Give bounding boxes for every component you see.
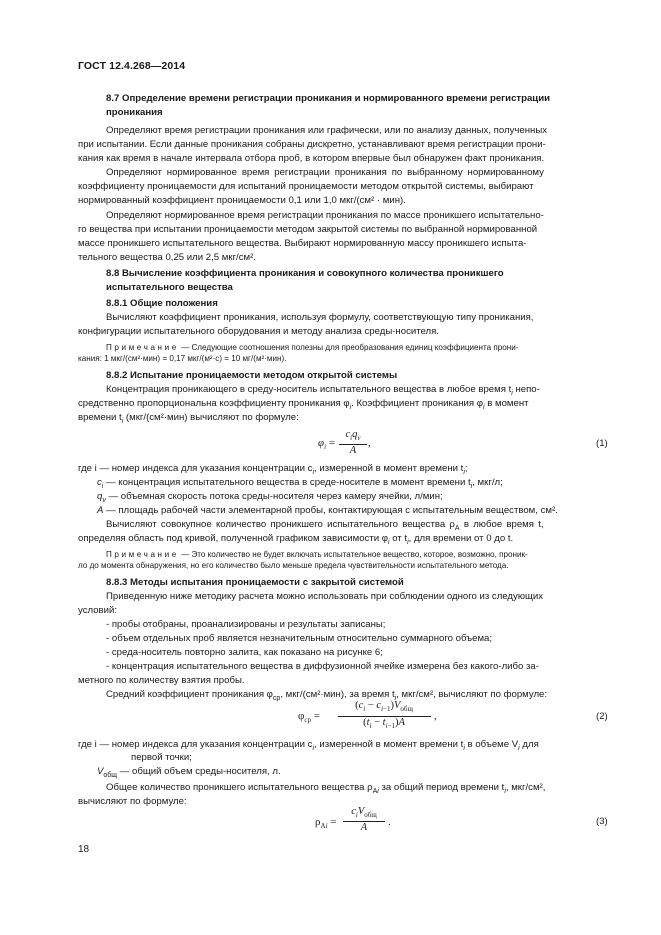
paragraph-line: вычисляют по формуле: (78, 796, 187, 807)
equation-3-denominator: A (360, 822, 368, 833)
paragraph-line: при испытании. Если данные проникания собраны дискретно, устанавливают время регистрации прони- (78, 139, 546, 150)
paragraph-line: конфигурации испытательного оборудования и методу анализа среды-носителя. (78, 326, 439, 337)
note-line: Примечание — Это количество не будет включать испытательное вещество, которое, возможно, проник- (106, 550, 528, 559)
paragraph-line: Определяют нормированное время регистрации проникания по массе проникшего испытательно- (106, 210, 544, 221)
paragraph-line: тельного вещества 0,25 или 2,5 мкг/см². (78, 252, 256, 263)
section-8-8-title: 8.8 Вычисление коэффициента проникания и совокупного количества проникшего (106, 268, 504, 279)
definition-line: $V_{общ}$ — общий объем среды-носителя, л. (97, 766, 281, 779)
definition-line: где i — номер индекса для указания концентрации $c_i$, измеренной в момент времени $t_i$; (78, 463, 468, 476)
equation-1-denominator: A (349, 445, 357, 456)
paragraph-line: Определяют время регистрации проникания или графически, или по анализу данных, полученных (106, 125, 548, 136)
paragraph-line: определяя область под кривой, полученной графиком зависимости $\varphi_i$ от $t_i$, для времени от 0 до t. (78, 533, 514, 546)
equation-1-lhs: $\varphi_i$ = (318, 437, 336, 452)
section-8-7-title: 8.7 Определение времени регистрации проникания и нормированного времени регистрации (106, 93, 551, 104)
paragraph-line: времени $t_i$ (мкг/(см²·мин) вычисляют по формуле: (78, 412, 299, 425)
paragraph-line: Вычисляют коэффициент проникания, используя формулу, соответствующую типу проникания, (106, 312, 534, 323)
paragraph-line: средственно пропорциональна коэффициенту проникания $\varphi_i$. Коэффициент проникания $\varphi_i$ в момент (78, 398, 529, 411)
paragraph-line: Концентрация проникающего в среду-носитель испытательного вещества в любое время $t_i$ непо- (106, 384, 540, 397)
subsection-8-8-1-title: 8.8.1 Общие положения (106, 298, 218, 309)
equation-1-numerator: $c_iq_v$ (345, 429, 361, 443)
paragraph-line: Общее количество проникшего испытательного вещества $\rho_{Ai}$ за общий период времени $t_i$, мкг/см², (106, 782, 546, 795)
equation-3-lhs: $\rho_{Ai}$ = (315, 816, 337, 831)
paragraph-line: Приведенную ниже методику расчета можно использовать при соблюдении одного из следующих (106, 591, 544, 602)
definition-line: $q_v$ — объемная скорость потока среды-носителя через камеру ячейки, л/мин; (97, 491, 443, 504)
note-line: кания: 1 мкг/(см²·мин) = 0,17 мкг/(м²·с) = 10 мг/(м²·мин). (78, 354, 287, 363)
page-number: 18 (78, 844, 90, 855)
section-8-8-title-cont: испытательного вещества (106, 282, 233, 293)
paragraph-line: условий: (78, 605, 118, 616)
paragraph-line: Вычисляют совокупное количество проникшего испытательного вещества $\rho_A$ в любое время t, (106, 519, 544, 532)
list-item: - концентрация испытательного вещества в диффузионной ячейке измерена без какого-либо за- (106, 661, 539, 672)
paragraph-line: массе проникшего испытательного вещества. Выбирают нормированную массу проникшего испыта- (78, 238, 527, 249)
definition-line: A — площадь рабочей части элементарной пробы, контактирующая с испытательным веществом, см². (97, 505, 558, 516)
definition-line: где i — номер индекса для указания концентрации $c_i$, измеренной в момент времени $t_i$ в объеме $V_i$ для (78, 739, 539, 752)
list-item: - пробы отобраны, проанализированы и результаты записаны; (106, 619, 386, 630)
equation-3-number: (3) (596, 816, 608, 827)
standard-header: ГОСТ 12.4.268—2014 (78, 60, 186, 72)
equation-1-number: (1) (596, 438, 608, 449)
paragraph-line: Средний коэффициент проникания $\varphi_{ср}$, мкг/(см²·мин), за время $t_i$, мкг/см², вычисляют по формуле: (106, 689, 548, 702)
subsection-8-8-2-title: 8.8.2 Испытание проницаемости методом открытой системы (106, 370, 398, 381)
equation-3-numerator: $c_iV_{общ}$ (351, 806, 377, 820)
paragraph-line: Определяют нормированное время регистрации проникания по выбранному нормированному (106, 167, 544, 178)
list-item: метного по количеству взятия пробы. (78, 675, 245, 686)
paragraph-line: кания как время в начале интервала отбора проб, в котором впервые был обнаружен факт проникания. (78, 153, 545, 164)
paragraph-line: нормированный коэффициент проницаемости 0,1 или 1,0 мкг/(см² · мин). (78, 195, 406, 206)
paragraph-line: коэффициенту проницаемости для испытаний проницаемости методом открытой системы, выбирают (78, 181, 534, 192)
definition-line: $c_i$ — концентрация испытательного вещества в среде-носителе в момент времени $t_i$, мкг/л; (97, 477, 503, 490)
subsection-8-8-3-title: 8.8.3 Методы испытания проницаемости с закрытой системой (106, 577, 404, 588)
note-label: Примечание (106, 550, 179, 559)
section-8-7-title-cont: проникания (106, 107, 163, 118)
equation-2-lhs: $\varphi_{ср}$ = (298, 710, 320, 725)
document-page: ГОСТ 12.4.268—2014 8.7 Определение времени регистрации проникания и нормированного времени регистрации проникания Определяют время регистрации проникания или графически, или по анализу данных, полученных при испытании. Если данные проникания собраны дискретно, устанавливают время регистрации прони- кания как время в начале интервала отбора проб, в котором впервые был обнаружен факт проникания. Определяют нормированное время регистрации проникания по выбранному нормированному коэффициенту проницаемости для испытаний проницаемости методом открытой системы, выбирают нормированный коэффициент проницаемости 0,1 или 1,0 мкг/(см² · мин). Определяют нормированное время регистрации проникания по массе проникшего испытательно- го вещества при испытании проницаемости методом закрытой системы по выбранной нормированной массе проникшего испытательного вещества. Выбирают нормированную массу проникшего испыта- тельного вещества 0,25 или 2,5 мкг/см². 8.8 Вычисление коэффициента проникания и совокупного количества проникшего испытательного вещества 8.8.1 Общие положения Вычисляют коэффициент проникания, используя формулу, соответствующую типу проникания, конфигурации испытательного оборудования и методу анализа среды-носителя. Примечание — Следующие соотношения полезны для преобразования единиц коэффициента прони- кания: 1 мкг/(см²·мин) = 0,17 мкг/(м²·с) = 10 мг/(м²·мин). 8.8.2 Испытание проницаемости методом открытой системы Концентрация проникающего в среду-носитель испытательного вещества в любое время $t_i$ непо- средственно пропорциональна коэффициенту проникания $\varphi_i$. Коэффициент проникания $\varphi_i$ в момент времени $t_i$ (мкг/(см²·мин) вычисляют по формуле: $\varphi_i$ = $c_iq_v$ A , (1) где i — номер индекса для указания концентрации $c_i$, измеренной в момент времени $t_i$; $c_i$ — концентрация испытательного вещества в среде-носителе в момент времени $t_i$, мкг/л; $q_v$ — объемная скорость потока среды-носителя через камеру ячейки, л/мин; A — площадь рабочей части элементарной пробы, контактирующая с испытательным веществом, см². Вычисляют совокупное количество проникшего испытательного вещества $\rho_A$ в любое время t, определяя область под кривой, полученной графиком зависимости $\varphi_i$ от $t_i$, для времени от 0 до t. Примечание — Это количество не будет включать испытательное вещество, которое, возможно, проник- ло до момента обнаружения, но его количество было меньше предела чувствительности испытательного метода. 8.8.3 Методы испытания проницаемости с закрытой системой Приведенную ниже методику расчета можно использовать при соблюдении одного из следующих условий: - пробы отобраны, проанализированы и результаты записаны; - объем отдельных проб является незначительным относительно суммарного объема; - среда-носитель повторно залита, как показано на рисунке 6; - концентрация испытательного вещества в диффузионной ячейке измерена без какого-либо за- метного по количеству взятия пробы. Средний коэффициент проникания $\varphi_{ср}$, мкг/(см²·мин), за время $t_i$, мкг/см², вычисляют по формуле: $\varphi_{ср}$ = $(c_i - c_{i-1})V_{общ}$ $(t_i - t_{i-1})A$ , (2) где i — номер индекса для указания концентрации $c_i$, измеренной в момент времени $t_i$ в объеме $V_i$ для первой точки; $V_{общ}$ — общий объем среды-носителя, л. Общее количество проникшего испытательного вещества $\rho_{Ai}$ за общий период времени $t_i$, мкг/см², вычисляют по формуле: $\rho_{Ai}$ = $c_iV_{общ}$ A . (3) 18 (78, 60, 608, 855)
note-line: ло до момента обнаружения, но его количество было меньше предела чувствительности испытательного метода. (78, 561, 509, 570)
definition-line: первой точки; (131, 752, 192, 763)
paragraph-line: го вещества при испытании проницаемости методом закрытой системы по выбранной нормированной (78, 224, 538, 235)
equation-2-number: (2) (596, 711, 608, 722)
equation-2-denominator: $(t_i - t_{i-1})A$ (363, 717, 405, 731)
list-item: - среда-носитель повторно залита, как показано на рисунке 6; (106, 647, 383, 658)
note-line: Примечание — Следующие соотношения полезны для преобразования единиц коэффициента прони- (106, 343, 519, 352)
list-item: - объем отдельных проб является незначительным относительно суммарного объема; (106, 633, 493, 644)
note-label: Примечание (106, 343, 179, 352)
equation-2-numerator: $(c_i - c_{i-1})V_{общ}$ (355, 700, 413, 714)
